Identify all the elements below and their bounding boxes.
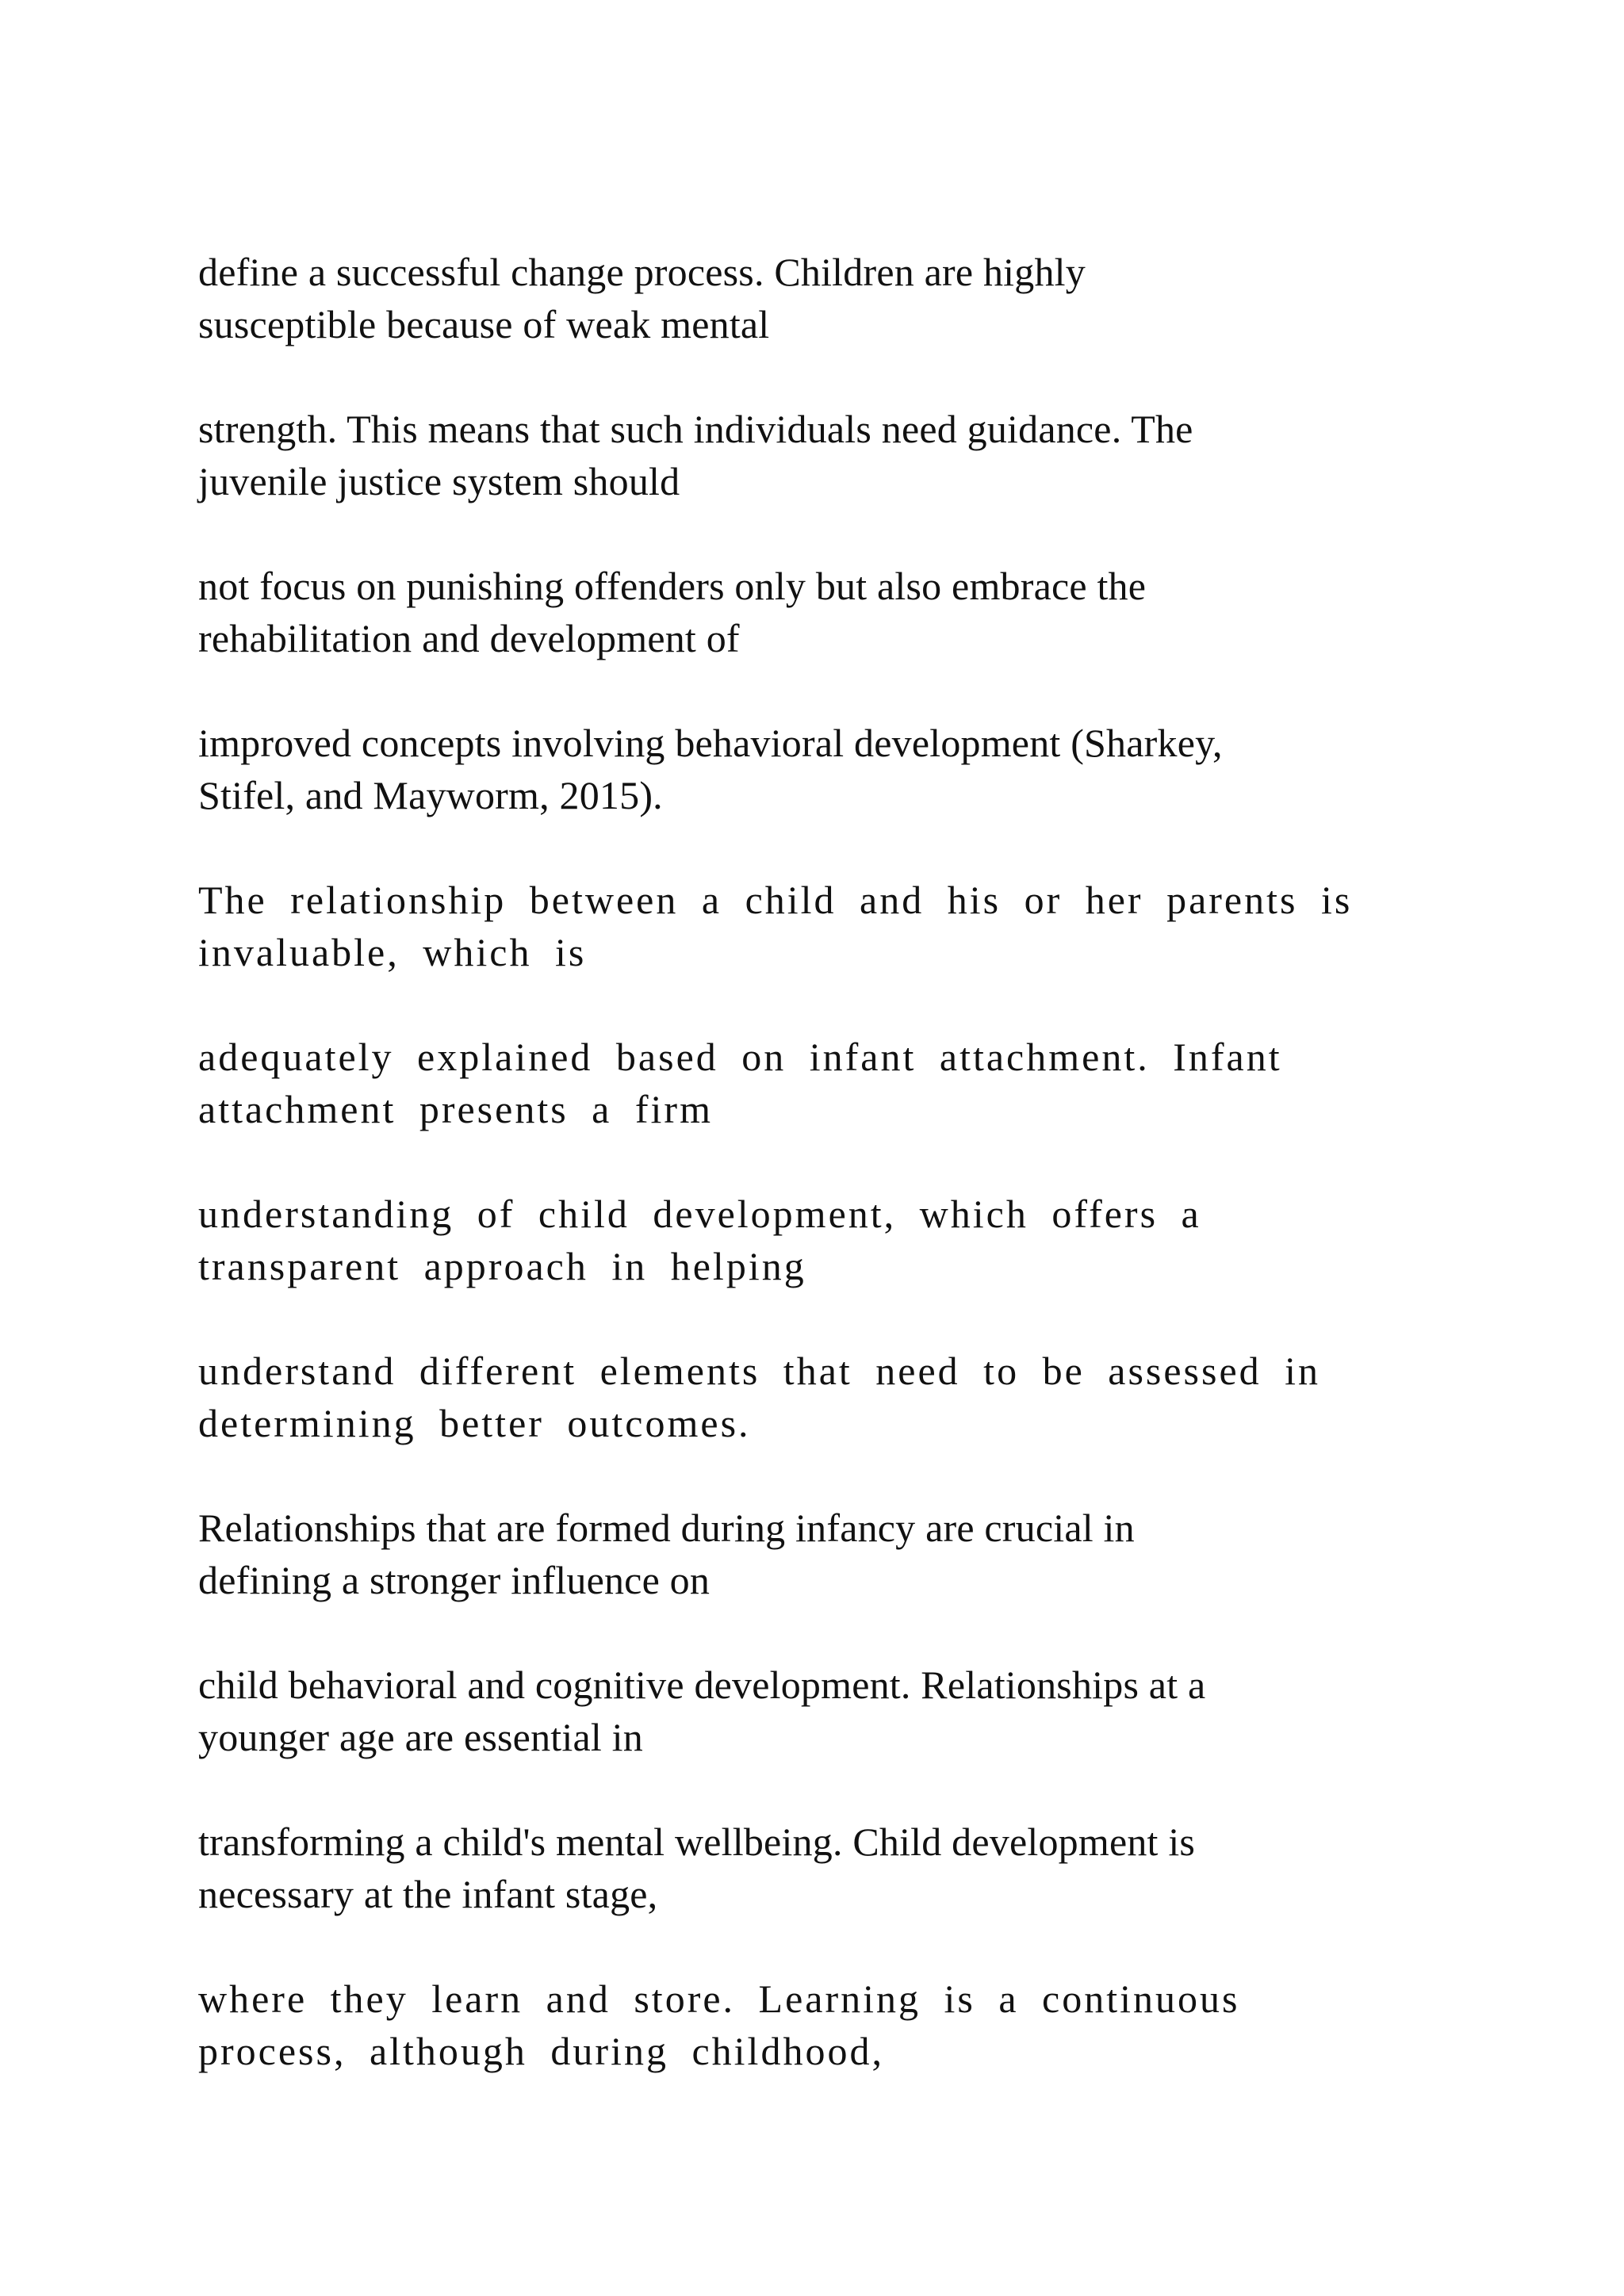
paragraph <box>198 717 1499 821</box>
document-body <box>198 246 1499 2130</box>
text-line: improved concepts involving behavioral development (Sharkey, <box>198 721 1223 765</box>
text-line: strength. This means that such individuals need guidance. The <box>198 407 1193 451</box>
text-line: transforming a child's mental wellbeing. Child development is <box>198 1820 1196 1864</box>
text-line: determining better outcomes. <box>198 1401 751 1445</box>
paragraph <box>198 403 1499 507</box>
paragraph <box>198 1973 1499 2077</box>
text-line: child behavioral and cognitive development. Relationships at a <box>198 1663 1206 1707</box>
paragraph <box>198 1345 1499 1449</box>
text-line: attachment presents a firm <box>198 1087 713 1131</box>
paragraph <box>198 1502 1499 1606</box>
text-line: transparent approach in helping <box>198 1244 806 1288</box>
text-line: adequately explained based on infant attachment. Infant <box>198 1035 1282 1079</box>
paragraph <box>198 1659 1499 1763</box>
text-line: defining a stronger influence on <box>198 1558 710 1602</box>
paragraph <box>198 1188 1499 1292</box>
paragraph <box>198 560 1499 664</box>
text-line: define a successful change process. Children are highly <box>198 250 1086 294</box>
paragraph <box>198 1031 1499 1135</box>
paragraph <box>198 246 1499 350</box>
text-line: understanding of child development, which offers a <box>198 1192 1201 1236</box>
text-line: where they learn and store. Learning is a continuous <box>198 1976 1240 2021</box>
text-line: not focus on punishing offenders only but also embrace the <box>198 564 1147 608</box>
text-line: invaluable, which is <box>198 930 587 974</box>
text-line: younger age are essential in <box>198 1715 643 1759</box>
text-line: understand different elements that need to be assessed in <box>198 1349 1321 1393</box>
text-line: juvenile justice system should <box>198 459 680 503</box>
paragraph <box>198 874 1499 978</box>
text-line: The relationship between a child and his or her parents is <box>198 878 1353 922</box>
text-line: necessary at the infant stage, <box>198 1872 658 1916</box>
text-line: Stifel, and Mayworm, 2015). <box>198 773 663 817</box>
text-line: process, although during childhood, <box>198 2029 884 2073</box>
text-line: susceptible because of weak mental <box>198 302 770 346</box>
paragraph <box>198 1816 1499 1920</box>
text-line: rehabilitation and development of <box>198 616 740 660</box>
text-line: Relationships that are formed during infancy are crucial in <box>198 1506 1135 1550</box>
